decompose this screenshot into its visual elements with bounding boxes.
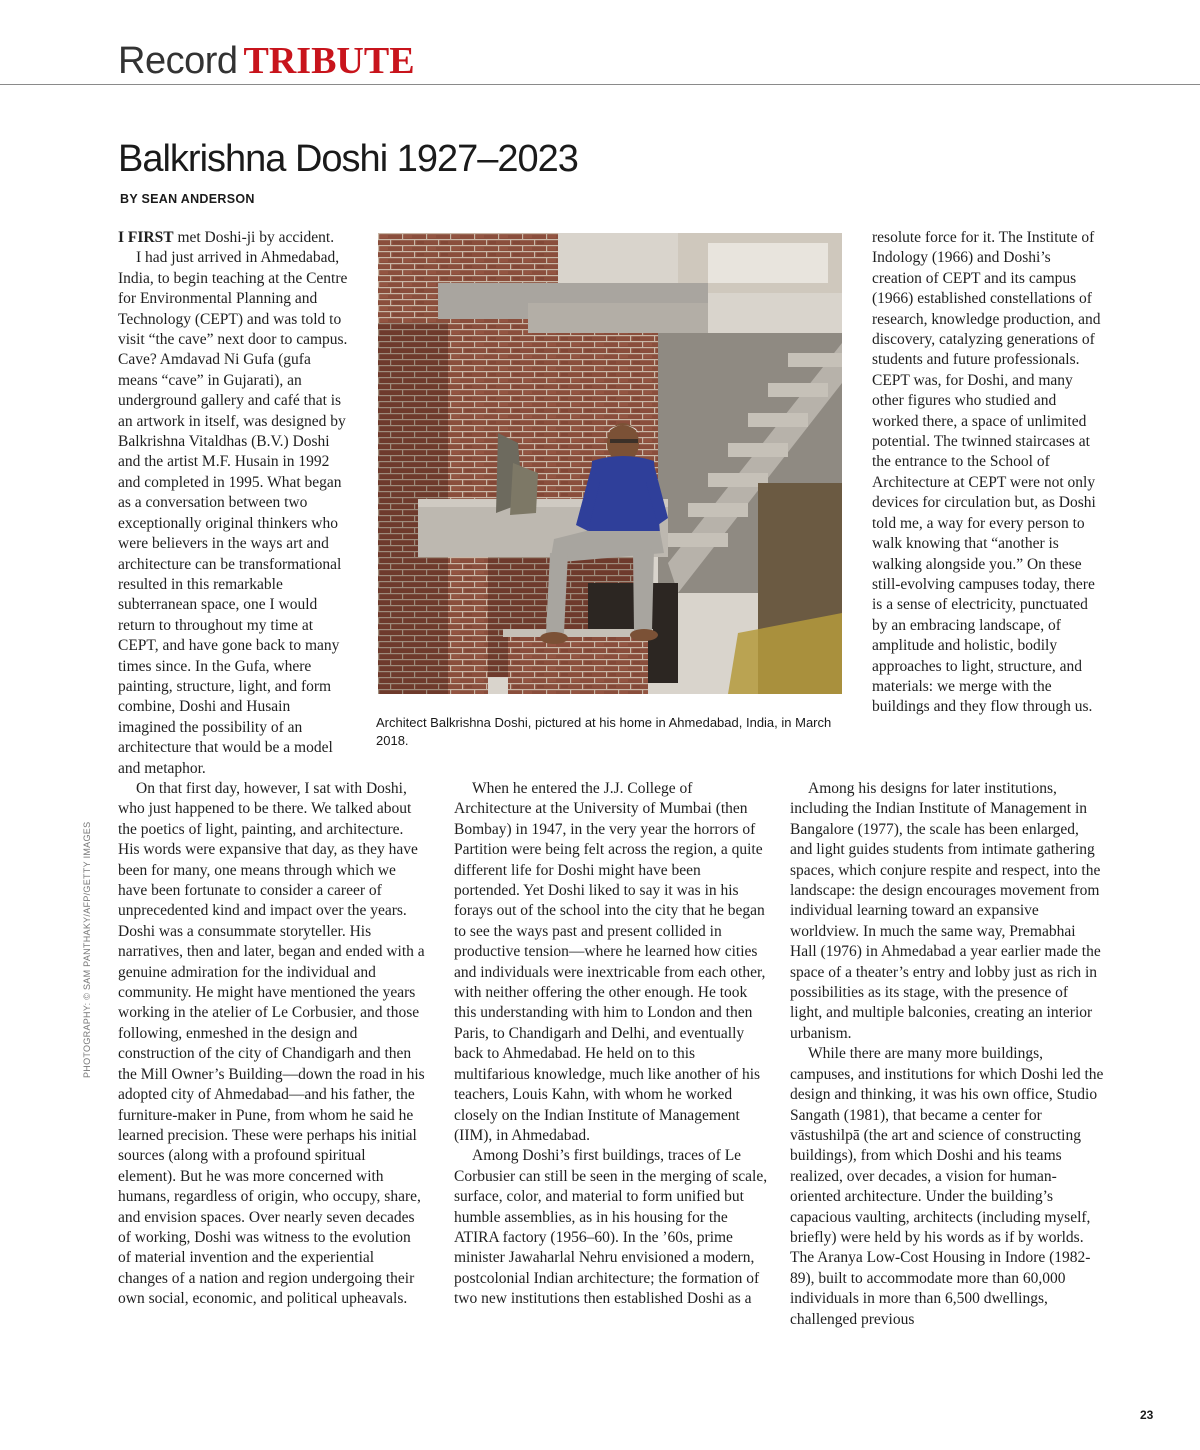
section-label-tribute: TRIBUTE [243,40,415,82]
section-header [118,38,415,84]
article-title: Balkrishna Doshi 1927–2023 [118,138,578,180]
section-label-record: Record [118,40,238,82]
body-paragraph: I FIRST met Doshi-ji by accident. [118,229,335,246]
page-number: 23 [1140,1408,1154,1422]
header-rule [0,84,1200,85]
body-column-2 [454,779,768,1310]
body-paragraph: I had just arrived in Ahmedabad, India, to begin teaching at the Centre for Environmental Planning and Technology (CEPT) and was told to visit “the cave” next door to campus. Cave? Amdavad Ni Gufa (gufa means “cave” in Gujarati), an underground gallery and café that is an artwork in itself, was designed by Balkrishna Vitaldhas (B.V.) Doshi and the artist M.F. Husain in 1992 and completed in 1995. What began as a conversation between two exceptionally original thinkers who were believers in the ways art and architecture can be transformational resulted in this remarkable subterranean space, one I would return to throughout my time at CEPT, and have gone back to many times since. In the Gufa, where painting, structure, light, and form combine, Doshi and Husain imagined the possibility of an architecture that would be a model and metaphor. [118,249,348,777]
photo-credit: PHOTOGRAPHY: © SAM PANTHAKY/AFP/GETTY IMAGES [82,821,92,1078]
photo-caption: Architect Balkrishna Doshi, pictured at his home in Ahmedabad, India, in March 2018. [376,715,832,748]
body-paragraph: Among his designs for later institutions, including the Indian Institute of Management in Bangalore (1977), the scale has been enlarged, and light guides students from intimate gathering spaces, which conjure respite and respect, into the landscape: the design encourages movement from individual learning toward an expansive worldview. In much the same way, Premabhai Hall (1976) in Ahmedabad a year earlier made the space of a theater’s entry and lobby just as rich in possibilities as its stage, with the presence of light, and multiple balconies, creating an interior urbanism. [790,780,1101,1042]
lead-in: I FIRST [118,229,174,246]
body-paragraph: Among Doshi’s first buildings, traces of Le Corbusier can still be seen in the merging of scale, surface, color, and material to form unified but humble assemblies, as in his housing for the ATIRA factory (1956–60). In the ’60s, prime minister Jawaharlal Nehru envisioned a modern, postcolonial Indian architecture; the formation of two new institutions then established Doshi as a [454,1147,768,1308]
body-column-3-bottom [790,779,1104,1330]
article-byline: BY SEAN ANDERSON [120,192,255,206]
body-column-1-top [118,228,350,779]
body-column-3-top [872,228,1104,718]
body-column-1-bottom [118,779,426,1310]
body-paragraph: On that first day, however, I sat with Doshi, who just happened to be there. We talked about the poetics of light, painting, and architecture. His words were expansive that day, as they have been for many, one means through which we have been fortunate to consider a career of unprecedented kind and impact over the years. Doshi was a consummate storyteller. His narratives, then and later, began and ended with a genuine admiration for the individual and community. He might have mentioned the years working in the atelier of Le Corbusier, and those following, enmeshed in the design and construction of the city of Chandigarh and then the Mill Owner’s Building—down the road in his adopted city of Ahmedabad—and his father, the furniture-maker in Pune, from whom he said he learned precision. These were perhaps his initial sources (along with a profound spiritual element). But he was more concerned with humans, regardless of origin, who occupy, share, and envision spaces. Over nearly seven decades of working, Doshi was witness to the evolution of material invention and the experiential changes of a nation and region undergoing their own social, economic, and political upheavals. [118,780,425,1308]
portrait-photo [378,233,842,694]
body-paragraph: When he entered the J.J. College of Architecture at the University of Mumbai (then Bombay) in 1947, in the very year the horrors of Partition were being felt across the region, a quite different life for Doshi might have been portended. Yet Doshi liked to say it was in his forays out of the school into the city that he began to see the ways past and present collided in productive tension—where he learned how cities and individuals were inextricable from each other, with neither offering the other enough. He took this understanding with him to London and then Paris, to Chandigarh and Delhi, and eventually back to Ahmedabad. He held on to this multifarious knowledge, much like another of his teachers, Louis Kahn, with whom he worked closely on the Indian Institute of Management (IIM), in Ahmedabad. [454,780,766,1144]
body-paragraph: resolute force for it. The Institute of Indology (1966) and Doshi’s creation of CEPT and its campus (1966) established constellations of research, knowledge production, and discovery, catalyzing generations of students and future professionals. CEPT was, for Doshi, and many other figures who studied and worked there, a space of unlimited potential. The twinned staircases at the entrance to the School of Architecture at CEPT were not only devices for circulation but, as Doshi told me, a way for every person to walk knowing that “another is walking alongside you.” On these still-evolving campuses today, there is a sense of electricity, punctuated by an embracing landscape, of amplitude and holistic, bodily approaches to light, structure, and materials: we merge with the buildings and they flow through us. [872,229,1101,716]
body-paragraph: While there are many more buildings, campuses, and institutions for which Doshi led the design and thinking, it was his own office, Studio Sangath (1981), that became a center for vāstushilpā (the art and science of constructing buildings), from which Doshi and his teams realized, over decades, a vision for human-oriented architecture. Under the building’s capacious vaulting, architects (including myself, briefly) were held by his words as if by worlds. The Aranya Low-Cost Housing in Indore (1982-89), built to accommodate more than 60,000 individuals in more than 6,500 dwellings, challenged previous [790,1045,1104,1328]
